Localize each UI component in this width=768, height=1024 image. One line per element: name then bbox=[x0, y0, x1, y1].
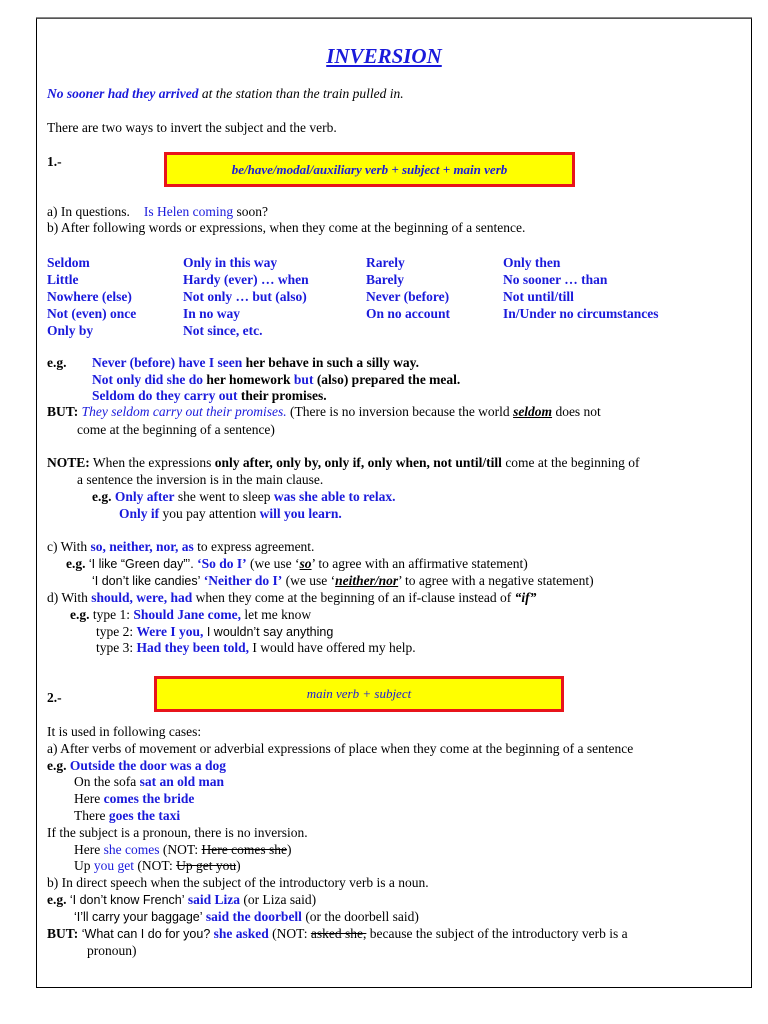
note-eg2-blue1: Only if bbox=[119, 506, 160, 521]
note-cont: a sentence the inversion is in the main clause. bbox=[77, 472, 324, 487]
expr-item: Not since, etc. bbox=[183, 323, 263, 338]
s2-p1 bbox=[74, 842, 292, 858]
type2-blue: Were I you, bbox=[136, 624, 204, 639]
s1-a-post: soon? bbox=[233, 204, 268, 219]
s2-but-label: BUT: bbox=[47, 926, 79, 941]
type1-rest: let me know bbox=[241, 607, 312, 622]
expr-item: No sooner … than bbox=[503, 272, 608, 287]
s2-eg3 bbox=[74, 791, 194, 807]
expr-item: Seldom bbox=[47, 255, 90, 270]
s1-a-blue: Is Helen coming bbox=[143, 204, 234, 219]
note-eg1 bbox=[92, 489, 395, 505]
expr-item: Barely bbox=[366, 272, 404, 287]
s2-eg4-blue: goes the taxi bbox=[108, 808, 181, 823]
intro-example-blue: No sooner had they arrived bbox=[47, 86, 199, 101]
s2-p2-strike: Up get you bbox=[176, 858, 237, 873]
section1-formula-box bbox=[164, 152, 575, 187]
s1-d-type2 bbox=[96, 624, 333, 640]
intro-example bbox=[47, 86, 404, 102]
s1-c-eg-label: e.g. bbox=[66, 556, 86, 571]
expr-item: Only by bbox=[47, 323, 94, 338]
intro-example-rest: at the station than the train pulled in. bbox=[198, 86, 404, 101]
expr-item: On no account bbox=[366, 306, 451, 321]
s2-p2-blue: you get bbox=[93, 858, 134, 873]
s1-eg3-blue: Seldom do they carry out bbox=[92, 388, 238, 403]
type2-label: type 2: bbox=[96, 624, 137, 639]
s2-p1-strike: Here comes she bbox=[201, 842, 288, 857]
s1-c-eg1 bbox=[66, 556, 528, 572]
s1-c-eg2-word: neither/nor bbox=[335, 573, 399, 588]
s2-b-eg1 bbox=[47, 892, 316, 908]
note-eg2 bbox=[119, 506, 342, 522]
note-line bbox=[47, 455, 640, 471]
s1-d-type3 bbox=[96, 640, 416, 656]
s2-eg1 bbox=[47, 758, 226, 774]
s1-d-mid: when they come at the beginning of an if-clause instead of bbox=[192, 590, 515, 605]
expr-item: Not only … but (also) bbox=[183, 289, 307, 304]
s2-b-eg1-blue: said Liza bbox=[184, 892, 241, 907]
s1-c-eg1-word: so bbox=[299, 556, 312, 571]
s1-b-line: b) After following words or expressions, when they come at the beginning of a sentence. bbox=[47, 220, 526, 235]
s2-but-blue: she asked bbox=[210, 926, 269, 941]
s2-but bbox=[47, 926, 628, 942]
s1-c-eg2 bbox=[92, 573, 594, 589]
note-bold: only after, only by, only if, only when, not until/till bbox=[214, 455, 502, 470]
s1-d-type1 bbox=[70, 607, 311, 623]
s1-eg1-rest: her behave in such a silly way. bbox=[242, 355, 419, 370]
s2-but-not: (NOT: bbox=[268, 926, 311, 941]
section2-number: 2.- bbox=[47, 690, 62, 705]
expr-item: Little bbox=[47, 272, 79, 287]
note-eg-label: e.g. bbox=[92, 489, 112, 504]
s1-eg2-rest: (also) prepared the meal. bbox=[313, 372, 461, 387]
expr-item: Hardy (ever) … when bbox=[183, 272, 309, 287]
s1-but-rest2: does not bbox=[552, 404, 601, 419]
s1-but-rest1: (There is no inversion because the world bbox=[286, 404, 514, 419]
s1-c-eg2-pre: (we use ‘ bbox=[282, 573, 336, 588]
s1-c-eg1-quote: ‘I like “Green day”’. bbox=[88, 557, 194, 571]
section1-formula: be/have/modal/auxiliary verb + subject + main verb bbox=[231, 162, 508, 177]
type3-rest: I would have offered my help. bbox=[249, 640, 416, 655]
note-eg2-mid: you pay attention bbox=[159, 506, 260, 521]
s2-but-quote: ‘What can I do for you? bbox=[78, 927, 211, 941]
s2-eg2 bbox=[74, 774, 224, 790]
s2-b-eg2-blue: said the doorbell bbox=[202, 909, 302, 924]
s2-b-eg2-rest: (or the doorbell said) bbox=[301, 909, 419, 924]
expr-item: Not until/till bbox=[503, 289, 574, 304]
note-eg1-mid: she went to sleep bbox=[174, 489, 274, 504]
type2-rest: I wouldn’t say anything bbox=[203, 625, 334, 639]
s1-a-pre: a) In questions. bbox=[47, 204, 130, 219]
s2-eg3-blue: comes the bride bbox=[103, 791, 195, 806]
s2-p1-end: ) bbox=[287, 842, 292, 857]
expr-item: Rarely bbox=[366, 255, 405, 270]
expr-item: Only then bbox=[503, 255, 561, 270]
note-eg2-blue2: will you learn. bbox=[259, 506, 342, 521]
s1-d-blue: should, were, had bbox=[91, 590, 193, 605]
s2-p1-pre: Here bbox=[74, 842, 104, 857]
s1-c-eg1-pre: (we use ‘ bbox=[246, 556, 300, 571]
s2-eg-label: e.g. bbox=[47, 758, 67, 773]
expr-item: Nowhere (else) bbox=[47, 289, 132, 304]
s1-c-eg1-post: ’ to agree with an affirmative statement) bbox=[311, 556, 528, 571]
s1-c-post: to express agreement. bbox=[193, 539, 315, 554]
s2-but-strike: asked she, bbox=[310, 926, 367, 941]
expr-item: Never (before) bbox=[366, 289, 450, 304]
s1-but-line bbox=[47, 404, 601, 420]
s1-but-cont: come at the beginning of a sentence) bbox=[77, 422, 275, 437]
s2-b-eg2 bbox=[74, 909, 419, 925]
s2-p2-end: ) bbox=[236, 858, 241, 873]
s1-but-word: seldom bbox=[513, 404, 553, 419]
s1-eg2-blue2: but bbox=[293, 372, 314, 387]
type1-label: type 1: bbox=[89, 607, 134, 622]
s2-pronoun: If the subject is a pronoun, there is no inversion. bbox=[47, 825, 308, 840]
s2-p1-blue: she comes bbox=[103, 842, 160, 857]
type3-label: type 3: bbox=[96, 640, 137, 655]
s1-a-line bbox=[47, 204, 268, 220]
s1-c-line bbox=[47, 539, 314, 555]
s1-eg2 bbox=[92, 372, 460, 388]
s1-c-eg2-post: ’ to agree with a negative statement) bbox=[398, 573, 594, 588]
s2-but-rest: because the subject of the introductory verb is a bbox=[366, 926, 628, 941]
s2-b-eg-label: e.g. bbox=[47, 892, 67, 907]
s2-eg2-blue: sat an old man bbox=[139, 774, 225, 789]
s1-eg2-mid: her homework bbox=[203, 372, 294, 387]
s2-eg1-blue: Outside the door was a dog bbox=[69, 758, 227, 773]
s2-b-eg1-rest: (or Liza said) bbox=[240, 892, 317, 907]
expr-col-4 bbox=[503, 254, 659, 322]
s2-p2-pre: Up bbox=[74, 858, 94, 873]
s1-eg1 bbox=[92, 355, 419, 371]
s2-a: a) After verbs of movement or adverbial expressions of place when they come at the beginning of a sentence bbox=[47, 741, 634, 756]
s2-p2-not: (NOT: bbox=[134, 858, 177, 873]
s2-but-cont: pronoun) bbox=[87, 943, 137, 958]
expr-col-1 bbox=[47, 254, 136, 339]
note-eg1-blue2: was she able to relax. bbox=[273, 489, 396, 504]
note-label: NOTE: bbox=[47, 455, 90, 470]
intro-ways: There are two ways to invert the subject and the verb. bbox=[47, 120, 337, 135]
page-title: INVERSION bbox=[326, 44, 442, 68]
section1-number: 1.- bbox=[47, 154, 62, 169]
s2-eg4-pre: There bbox=[74, 808, 109, 823]
s1-c-eg1-blue: ‘So do I’ bbox=[197, 556, 247, 571]
expr-item: Not (even) once bbox=[47, 306, 137, 321]
s1-eg3-rest: their promises. bbox=[237, 388, 327, 403]
expr-item: In no way bbox=[183, 306, 241, 321]
section2-formula-box bbox=[154, 676, 564, 712]
s1-d-eg-label: e.g. bbox=[70, 607, 90, 622]
s2-b-eg1-quote: ‘I don’t know French’ bbox=[69, 893, 185, 907]
s1-eg-label: e.g. bbox=[47, 355, 67, 370]
s2-eg2-pre: On the sofa bbox=[74, 774, 140, 789]
s1-eg1-blue: Never (before) have I seen bbox=[92, 355, 243, 370]
expr-item: In/Under no circumstances bbox=[503, 306, 659, 321]
s1-but-blue: They seldom carry out their promises. bbox=[81, 404, 287, 419]
s2-b: b) In direct speech when the subject of the introductory verb is a noun. bbox=[47, 875, 429, 890]
expr-item: Only in this way bbox=[183, 255, 278, 270]
type1-blue: Should Jane come, bbox=[133, 607, 242, 622]
note-pre: When the expressions bbox=[89, 455, 215, 470]
expr-col-3 bbox=[366, 254, 450, 322]
section2-formula: main verb + subject bbox=[306, 686, 412, 701]
s2-p2 bbox=[74, 858, 241, 874]
note-eg1-blue1: Only after bbox=[114, 489, 175, 504]
s2-eg4 bbox=[74, 808, 180, 824]
s1-c-pre: c) With bbox=[47, 539, 91, 554]
s1-c-eg2-quote: ‘I don’t like candies’ bbox=[92, 574, 201, 588]
s1-but-label: BUT: bbox=[47, 404, 79, 419]
expr-col-2 bbox=[183, 254, 309, 339]
s2-used: It is used in following cases: bbox=[47, 724, 202, 739]
s2-b-eg2-quote: ‘I’ll carry your baggage’ bbox=[74, 910, 203, 924]
s2-p1-not: (NOT: bbox=[159, 842, 202, 857]
s1-eg2-blue1: Not only did she do bbox=[92, 372, 204, 387]
s1-d-line bbox=[47, 590, 536, 606]
note-post: come at the beginning of bbox=[501, 455, 640, 470]
s1-d-pre: d) With bbox=[47, 590, 92, 605]
s1-c-eg2-blue: ‘Neither do I’ bbox=[203, 573, 283, 588]
s2-eg3-pre: Here bbox=[74, 791, 104, 806]
type3-blue: Had they been told, bbox=[136, 640, 250, 655]
s1-eg3 bbox=[92, 388, 327, 404]
s1-d-if: “if” bbox=[514, 590, 537, 605]
s1-c-blue: so, neither, nor, as bbox=[90, 539, 194, 554]
